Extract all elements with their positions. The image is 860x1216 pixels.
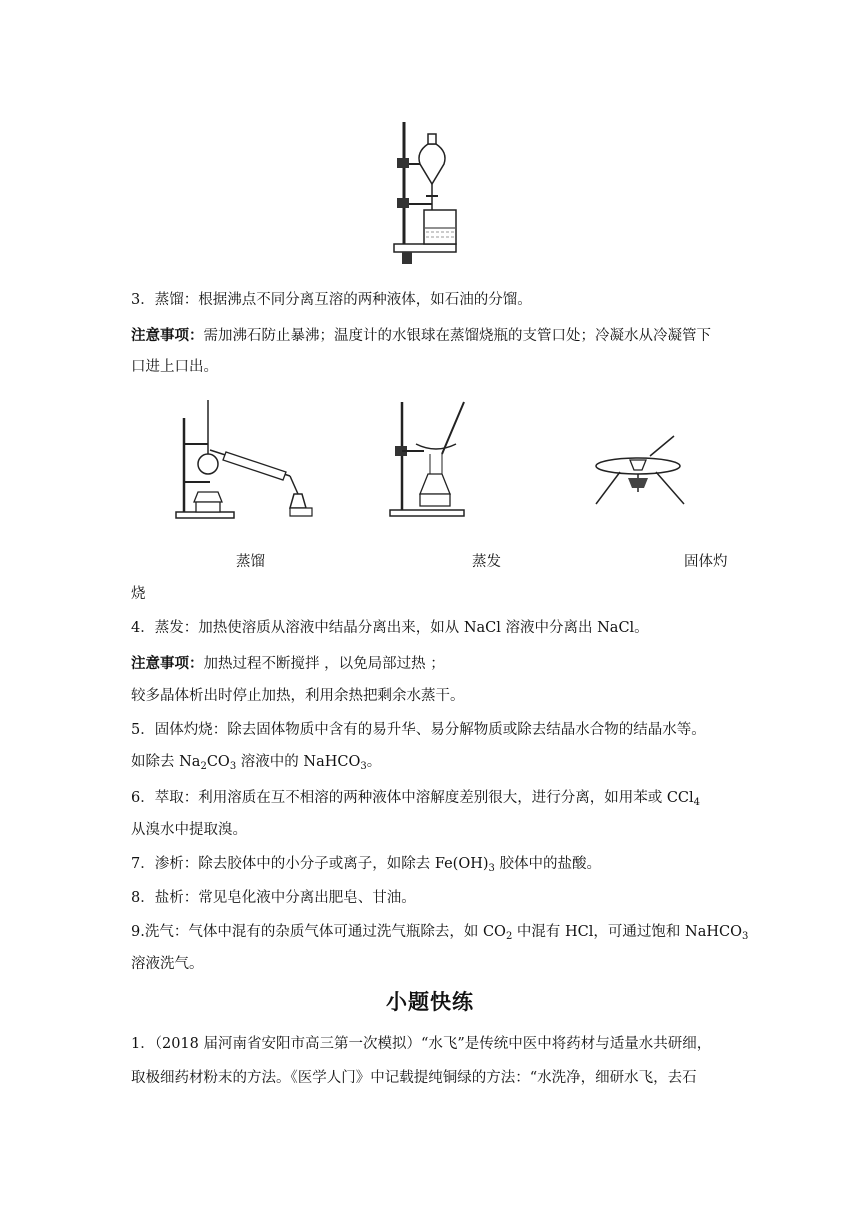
text-part: 7．渗析：除去胶体中的小分子或离子，如除去 Fe(OH): [131, 856, 489, 872]
item5-text: 5．固体灼烧：除去固体物质中含有的易升华、易分解物质或除去结晶水合物的结晶水等。: [131, 722, 706, 738]
distillation-figure: [170, 398, 322, 522]
item3-note-cont: 口进上口出。: [131, 359, 218, 375]
text-part: 中混有 HCl，可通过饱和 NaHCO: [512, 924, 742, 940]
note-label: 注意事项：: [131, 327, 204, 344]
item5-line2: [131, 752, 381, 772]
subscript: 3: [488, 863, 495, 874]
subscript: 2: [200, 761, 207, 772]
calcination-figure: [590, 432, 690, 506]
item4-line2: 较多晶体析出时停止加热，利用余热把剩余水蒸干。: [131, 688, 465, 704]
note-label: 注意事项：: [131, 655, 204, 672]
subscript: 3: [741, 931, 749, 942]
note-text: 加热过程不断搅拌 ，以免局部过热 ；: [203, 656, 445, 672]
item4-note: [131, 654, 445, 674]
item8-text: 8．盐析：常见皂化液中分离出肥皂、甘油。: [131, 890, 416, 906]
item6-text: [131, 788, 700, 808]
note-text: 需加沸石防止暴沸；温度计的水银球在蒸馏烧瓶的支管口处；冷凝水从冷凝管下: [203, 328, 711, 344]
caption-burn-cont: 烧: [131, 586, 146, 602]
item4-text: 4．蒸发：加热使溶质从溶液中结晶分离出来，如从 NaCl 溶液中分离出 NaCl。: [131, 620, 649, 636]
text-part: 9.洗气：气体中混有的杂质气体可通过洗气瓶除去，如 CO: [131, 924, 506, 940]
text-part: 溶液中的 NaHCO: [236, 754, 361, 770]
section-title: 小题快练: [386, 990, 474, 1014]
subscript: 2: [505, 931, 513, 942]
text-part: 6．萃取：利用溶质在互不相溶的两种液体中溶解度差别很大，进行分离，如用苯或 CCl: [131, 790, 694, 806]
separatory-funnel-figure: [388, 118, 464, 268]
item6-line2: 从溴水中提取溴。: [131, 822, 247, 838]
text-part: 。: [366, 754, 382, 770]
question1-line2: 取极细药材粉末的方法。《医学人门》中记载提纯铜绿的方法：“水洗净，细研水飞，去石: [131, 1070, 697, 1086]
text-part: 胶体中的盐酸。: [494, 856, 602, 872]
item3-text: 3．蒸馏：根据沸点不同分离互溶的两种液体，如石油的分馏。: [131, 292, 532, 308]
item3-note: [131, 326, 711, 346]
item9-text: [131, 922, 748, 942]
subscript: 3: [360, 761, 367, 772]
caption-burn: 固体灼: [684, 554, 728, 570]
item9-line2: 溶液洗气。: [131, 956, 204, 972]
subscript: 3: [229, 761, 237, 772]
evaporation-figure: [386, 398, 468, 520]
subscript: 4: [693, 797, 701, 808]
text-part: 如除去 Na: [131, 754, 201, 770]
caption-evaporate: 蒸发: [472, 554, 501, 570]
text-part: CO: [206, 754, 230, 770]
question1-line1: 1．（2018 届河南省安阳市高三第一次模拟）“水飞”是传统中医中将药材与适量水共研细，: [131, 1036, 712, 1052]
caption-distill: 蒸馏: [236, 554, 265, 570]
item7-text: [131, 854, 601, 874]
